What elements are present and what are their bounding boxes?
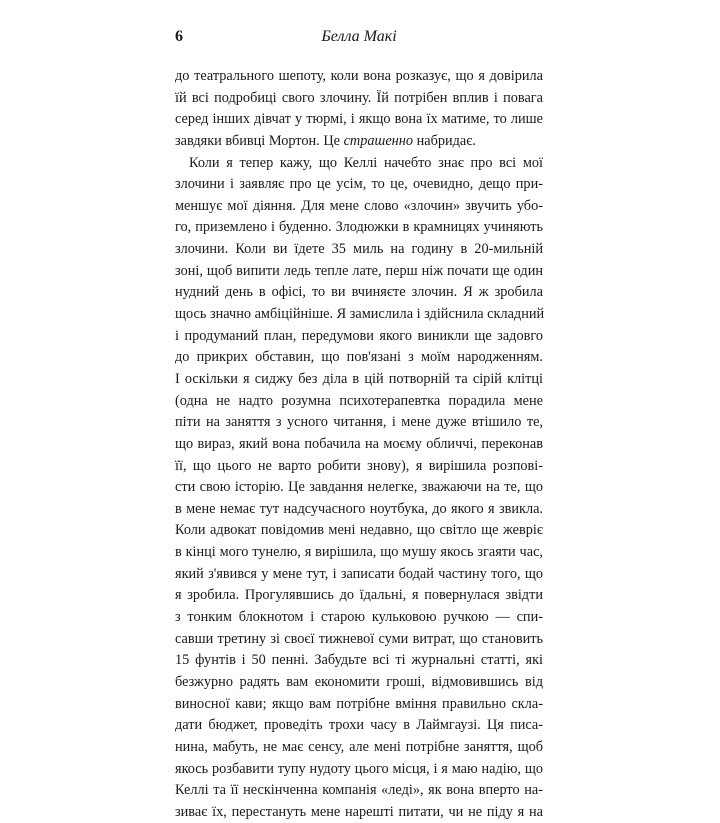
text-line: І оскільки я сиджу без діла в цій потворній та сірій клітці xyxy=(175,370,543,387)
text-line: до театрального шепоту, коли вона розказує, що я довірила xyxy=(175,68,543,84)
text-line: нудний день в офісі, то ви вчиняєте злочин. Я ж зробила xyxy=(175,284,543,301)
text-line: Келлі та її нескінченна компанія «леді», як вона вперто на- xyxy=(175,782,543,799)
running-title: Белла Макі xyxy=(321,28,397,45)
text-line: дати бюджет, проведіть трохи часу в Лаймгаузі. Ця писа- xyxy=(175,717,543,734)
text-line: і продуманий план, передумови якого виникли ще задовго xyxy=(175,327,543,344)
text-line: піти на заняття з усного читання, і мене дуже втішило те, xyxy=(175,414,543,431)
text-line: щось значно амбіційніше. Я замислила і здійснила складний xyxy=(175,306,545,323)
text-line: до прикрих обставин, що пов'язані з моїм народженням. xyxy=(175,349,543,366)
text-line: який з'явився у мене тут, і записати бодай частину того, що xyxy=(175,565,543,582)
text-line: зоні, щоб випити ледь тепле лате, перш ніж почати ще один xyxy=(175,262,543,279)
page-number: 6 xyxy=(175,28,183,45)
text-line: нина, мабуть, не має сенсу, але мені потрібне заняття, щоб xyxy=(175,738,543,755)
text-line: завдяки вбивці Мортон. Це страшенно набридає. xyxy=(175,132,476,149)
text-line: сти свою історію. Це завдання нелегке, зважаючи на те, що xyxy=(175,479,543,496)
text-line: го, приземлено і буденно. Злодюжки в крамницях учиняють xyxy=(175,219,543,236)
text-line: безжурно радять вам економити гроші, відмовившись від xyxy=(175,673,543,690)
text-line: якось розбавити тупу нудоту цього місця, і я маю надію, що xyxy=(175,760,543,777)
running-head xyxy=(175,28,543,58)
text-line: (одна не надто розумна психотерапевтка порадила мене xyxy=(175,392,543,409)
text-line: що вираз, який вона побачила на моєму обличчі, переконав xyxy=(175,435,543,452)
text-line: з тонким блокнотом і старою кульковою ручкою — спи- xyxy=(175,609,543,626)
text-line: Коли адвокат повідомив мені недавно, що світло ще жевріє xyxy=(175,522,543,539)
text-line: в мене немає тут надсучасного ноутбука, до якого я звикла. xyxy=(175,500,543,517)
text-line: злочини. Коли ви їдете 35 миль на годину в 20-мильній xyxy=(175,241,543,258)
text-line: виносної кави; якщо вам потрібне вміння правильно скла- xyxy=(175,695,543,712)
text-line: її, що цього не варто робити знову), я вирішила розпові- xyxy=(175,457,543,474)
text-line: 15 фунтів і 50 пенні. Забудьте всі ті журнальні статті, які xyxy=(175,652,543,669)
text-line: я зробила. Прогулявшись до їдальні, я повернулася звідти xyxy=(175,587,543,604)
text-line: серед інших дівчат у тюрмі, і якщо вона їх матиме, то лише xyxy=(175,111,543,128)
text-line: савши третину зі своєї тижневої суми витрат, що становить xyxy=(175,630,543,647)
emphasized-word: страшенно xyxy=(343,132,414,149)
text-line: Коли я тепер кажу, що Келлі начебто знає про всі мої xyxy=(189,154,543,171)
book-page xyxy=(175,28,543,823)
text-line: їй всі подробиці свого злочину. Їй потрібен вплив і повага xyxy=(175,89,543,106)
text-line: в кінці мого тунелю, я вирішила, що мушу якось згаяти час, xyxy=(175,544,543,561)
text-line: меншує мої діяння. Для мене слово «злочин» звучить убо- xyxy=(175,197,543,214)
body-text xyxy=(175,66,543,823)
text-line: зиває їх, перестануть мене нарешті питати, чи не піду я на xyxy=(175,803,543,820)
text-line: злочини і заявляє про це усім, то це, очевидно, дещо при- xyxy=(175,176,543,193)
